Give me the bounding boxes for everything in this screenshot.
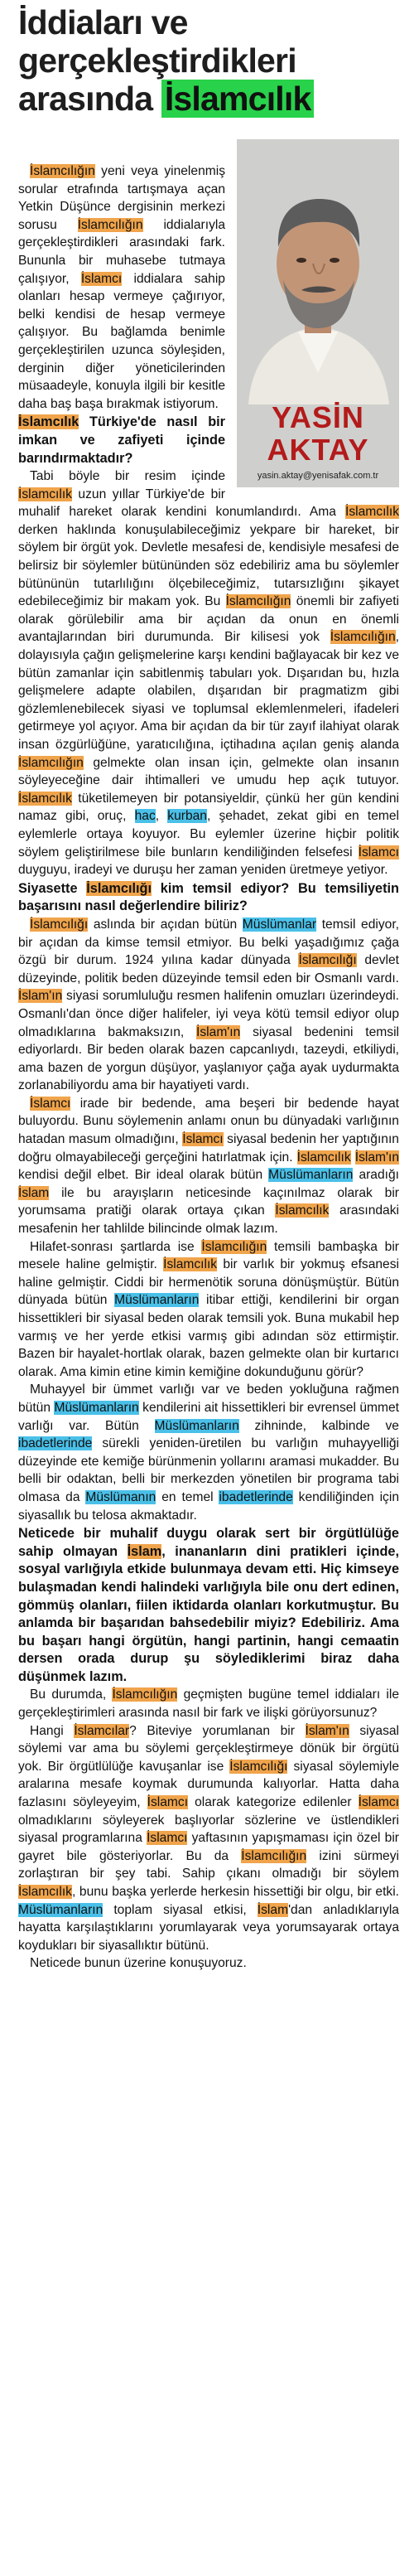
- headline-line-3-prefix: arasında: [18, 80, 161, 118]
- keyword-highlight: İslamcılık: [18, 414, 79, 430]
- headline-line-2: gerçekleştirdikleri: [18, 41, 296, 80]
- keyword-highlight: Müslümanların: [18, 1902, 104, 1917]
- keyword-highlight: İslamcı: [358, 845, 399, 859]
- keyword-highlight: İslamcılık: [296, 1150, 351, 1165]
- keyword-highlight: İslam: [257, 1902, 289, 1917]
- headline: [18, 3, 399, 118]
- subheading: İslamcılık Türkiye'de nasıl bir imkan ve zafiyeti içinde barındırmaktadır?: [18, 414, 225, 466]
- paragraph: Neticede bunun üzerine konuşuyoruz.: [30, 1956, 247, 1971]
- keyword-highlight: İslam'ın: [18, 989, 63, 1004]
- keyword-highlight: İslamcı: [30, 1096, 71, 1111]
- keyword-highlight: İslamcı: [147, 1831, 188, 1846]
- keyword-highlight: İslamcılığın: [18, 755, 84, 770]
- keyword-highlight: İslamcılığın: [225, 594, 291, 609]
- keyword-highlight: İslamcılığı: [86, 880, 152, 896]
- keyword-highlight: Müslümanın: [85, 1489, 156, 1504]
- keyword-highlight: İslam'ın: [354, 1150, 399, 1165]
- keyword-highlight: Müslümanların: [268, 1168, 354, 1183]
- keyword-highlight: İslamcı: [182, 1132, 224, 1147]
- paragraph: Hilafet-sonrası şartlarda ise İslamcılığın temsili bambaşka bir mesele haline gelmiştir. İslamcılık bir varlık bir yokmuş efsanesi haline gelmiştir. Ciddi bir hermenötik soruna dönüşmüştür. Bütün dünyada bütün Müslümanların itibar ettiği, kendilerini bir organ hissettikleri bir siyasal beden olarak temsili yok. Buna mukabil hep varmış ve her yerde etkisi varmış gibi adından söz ettirmiştir. Bazen bir hayalet-hortlak olarak, bazen gelmekte olan bir kurtarıcı olarak. Ama kimin etine kimin kemiğine dokunduğunu görür?: [18, 1239, 399, 1379]
- keyword-highlight: ibadetlerinde: [219, 1489, 293, 1504]
- keyword-highlight: İslamcılığı: [30, 917, 89, 932]
- headline-highlight: İslamcılık: [161, 80, 315, 118]
- keyword-highlight: İslamcılık: [18, 791, 72, 806]
- keyword-highlight: ibadetlerinde: [18, 1436, 93, 1451]
- keyword-highlight: İslamcılığın: [77, 217, 143, 232]
- keyword-highlight: Müslümanlar: [242, 917, 317, 932]
- keyword-highlight: İslamcılık: [18, 1885, 72, 1899]
- keyword-highlight: İslamcılık: [18, 487, 72, 501]
- keyword-highlight: İslamcılık: [163, 1257, 218, 1272]
- keyword-highlight: İslamcılığın: [30, 164, 95, 178]
- keyword-highlight: Müslümanların: [114, 1293, 200, 1308]
- keyword-highlight: kurban: [167, 809, 207, 824]
- keyword-highlight: Müslümanların: [54, 1400, 139, 1415]
- paragraph: Muhayyel bir ümmet varlığı var ve beden yokluğuna rağmen bütün Müslümanların kendilerini ait hissettikleri bir evrensel ümmet varlığı var. Bütün Müslümanların zihninde, kalbinde ve ibadetlerinde sürekli yeniden-üretilen bu varlığın muhayyelliği düzeyinde ete kemiğe bürünmenin yollarını aramasi mukadder. Bu belli bir odaktan, belli bir merkezden yönetilen bir programa tabi olmasa da Müslümanın en temel ibadetlerinde kendiliğinden için siyasallık bu telosa akmaktadır.: [18, 1382, 399, 1523]
- keyword-highlight: İslam'ın: [305, 1723, 349, 1738]
- author-email: yasin.aktay@yenisafak.com.tr: [257, 471, 379, 481]
- author-first-name: YASİN: [272, 400, 364, 434]
- keyword-highlight: İslamcı: [147, 1795, 189, 1810]
- subheading: Siyasette İslamcılığı kim temsil ediyor? Bu temsiliyetin başarısını nasıl değerlendire biliriz?: [18, 880, 399, 914]
- keyword-highlight: hac: [134, 809, 156, 824]
- keyword-highlight: İslamcılar: [74, 1723, 130, 1738]
- keyword-highlight: İslamcılığın: [201, 1239, 267, 1254]
- keyword-highlight: İslam'ın: [196, 1024, 241, 1039]
- paragraph: İslamcılığı aslında bir açıdan bütün Müslümanlar temsil ediyor, bir açıdan da kimse temsil etmiyor. Bu belki yaşadığımız çağa özgü bir durum. 1924 yılına kadar dünyada İslamcılığı devlet düzeyinde, politik beden düzeyinde temsil eden bir Osmanlı vardı. İslam'ın siyasi sorumluluğu resmen halifenin omuzları üzerindeydi. Osmanlı'dan önce diğer halifeler, iyi veya kötü temsil ediyor olup olmadıklarına bakmaksızın, İslam'ın siyasal bedenini temsil ediyorlardı. Bir beden olarak bazen capcanlıydı, tazeydi, etkiliydi, ama bazen de yorgun düşüyor, yaşlanıyor çağa ayak uydurmakta zorlanabiliyordu ama bir hayatiyeti vardı.: [18, 917, 399, 1093]
- keyword-highlight: İslamcılığın: [112, 1687, 178, 1702]
- keyword-highlight: İslam: [127, 1543, 162, 1559]
- paragraph: İslamcı irade bir bedende, ama beşeri bir bedende hayat buluyordu. Bunu söylemenin anlamı onun bu dünyadaki varlığının hatadan masum olmadığını, İslamcı siyasal bedenin her yaptığının doğru olmayabileceği gerçeğini hatırlatmak için. İslamcılık İslam'ın kendisi değil elbet. Bir ideal olarak bütün Müslümanların aradığı İslam ile bu arayışların neticesinde kaçınılmaz olarak bir yorumsama pratiği olarak ortaya çıkan İslamcılık arasındaki mesafenin her tahlilde bilincinde olmak lazım.: [18, 1096, 399, 1237]
- author-box-spacer: [232, 162, 399, 492]
- keyword-highlight: İslam: [18, 1185, 50, 1200]
- keyword-highlight: İslamcılığın: [241, 1848, 307, 1863]
- keyword-highlight: İslamcı: [358, 1795, 399, 1810]
- keyword-highlight: İslamcılık: [345, 505, 399, 520]
- keyword-highlight: İslamcılığı: [229, 1759, 288, 1774]
- paragraph: Bu durumda, İslamcılığın geçmişten bugüne temel iddiaları ile gerçekleştirimleri arasında nasıl bir fark ve ilişki görüyorsunuz?: [18, 1687, 400, 1721]
- keyword-highlight: İslamcılığı: [298, 953, 357, 968]
- keyword-highlight: İslamcı: [80, 271, 123, 286]
- keyword-highlight: İslamcılığın: [330, 630, 396, 645]
- paragraph: İslamcılığın yeni veya yinelenmiş sorular etrafında tartışmaya açan Yetkin Düşünce dergisinin merkezi sorusu İslamcılığın iddialarıyla gerçekleştirdikleri arasındaki fark. Bununla bir muhasebe tutmaya çalışıyor, İslamcı iddialara sahip olanları hesap vermeye çağırıyor, belki kendisi de hesap vermeye çalışıyor. Bu bağlamda benimle gerçekleştirilen uzunca söyleşiden, derginin diğer yöneticilerinden müsaadeyle, konuyla ilgili bir kesitle daha baş başa bırakmak istiyorum.: [18, 164, 226, 411]
- headline-line-1: İddiaları ve: [18, 3, 188, 41]
- keyword-highlight: Müslümanların: [154, 1418, 239, 1433]
- article-body: [18, 162, 399, 1973]
- author-last-name: AKTAY: [267, 433, 369, 467]
- paragraph: Hangi İslamcılar? Biteviye yorumlanan bir İslam'ın siyasal söylemi var ama bu söylemi gerçekleştirmeye dönük bir örgütü yok. Bir örgütlülüğe kavuşanlar ise İslamcılığı siyasal söylemiyle aralarına mesafe koymak durumunda kalıyorlar. Hatta daha fazlasını söyleyeyim, İslamcı olarak kategorize edilenler İslamcı olmadıklarını söyleyerek başlıyorlar sözlerine ve üstlendikleri siyasal programlarına İslamcı yaftasının yapışmaması için özel bir gayret bile gösteriyorlar. Bu da İslamcılığın izini sürmeyi zorlaştıran bir şey tabi. Sahip çıkanı olmadığı bir söylem İslamcılık, bunu başka yerlerde herkesin hissettiği bir olgu, bir etki. Müslümanların toplam siyasal etkisi, İslam'dan anladıklarıyla hayatta karşılaştıklarını yorumlayarak veya yorumsayarak ortaya koydukları bir siyasallıktır bütünü.: [18, 1723, 400, 1953]
- keyword-highlight: İslamcılık: [275, 1203, 330, 1218]
- subheading: Neticede bir muhalif duygu olarak sert bir örgütlülüğe sahip olmayan İslam, inananların dini pratikleri içinde, sosyal varlığıyla etkide bulunmaya devam etti. Hiç kimseye bulaşmadan kendi halindeki varlığıyla bile onu dert edinen, gömmüş olanları, fiilen iktidarda olanları korkutmuştur. Bu anlamda bir başarıdan bahsedebilir miyiz? Edebiliriz. Ama bu başarı hangi örgütün, hangi partinin, hangi cemaatin dersen orada durup şu söylediklerimi biraz daha düşünmek lazım.: [18, 1526, 399, 1684]
- paragraph: Tabi böyle bir resim içinde İslamcılık uzun yıllar Türkiye'de bir muhalif hareket olarak kendini konumlandırdı. Ama İslamcılık derken haklında konuşulabileceğimiz yekpare bir hareket, bir söylem bir örgüt yok. Devletle mesafesi de, kendisiyle mesafesi de belirsiz bir söylemler bütününden söz edebiliriz ama bu söylemler bütününün tutarlılığını ölçebileceğimiz, tutarsızlığını şikayet edebileceğimiz bir makam yok. Bu İslamcılığın önemli bir zafiyeti olarak görülebilir ama bir açıdan da onun en önemli avantajlarından biri durumunda. Bir kilisesi yok İslamcılığın, dolayısıyla çağın gelişmelerine karşı kendini bağlayacak bir kez ve bütün zamanlar için sabitlenmiş tabuları yok. Dışarıdan bu, hızla gelişmelere adapte olabilen, dışarıdan bir pragmatizm gibi gözlemlenebilecek siyasi ve toplumsal eklemlenmeleri, ifadeleri getirmeye yol açıyor. Ama bir açıdan da bir tür zayıf ilahiyat olarak insan özgürlüğüne, yaratıcılığına, içtihadına açılan geniş alanda İslamcılığın gelmekte olan insan için, gelmekte olan insanın söyleyeceğine dair ihtimalleri ve umudu hep açık tutuyor. İslamcılık tüketilemeyen bir potansiyeldir, çünkü her gün kendini namaz gibi, oruç, hac, kurban, şehadet, zekat gibi en temel eylemlerle ortaya koyuyor. Bu eylemler üzerine hiçbir politik söylem geliştirilmese bile bunların kendiliğinden felsefesi İslamcı duyguyu, iradeyi ve duruşu her zaman yeniden üretmeye yetiyor.: [18, 469, 400, 878]
